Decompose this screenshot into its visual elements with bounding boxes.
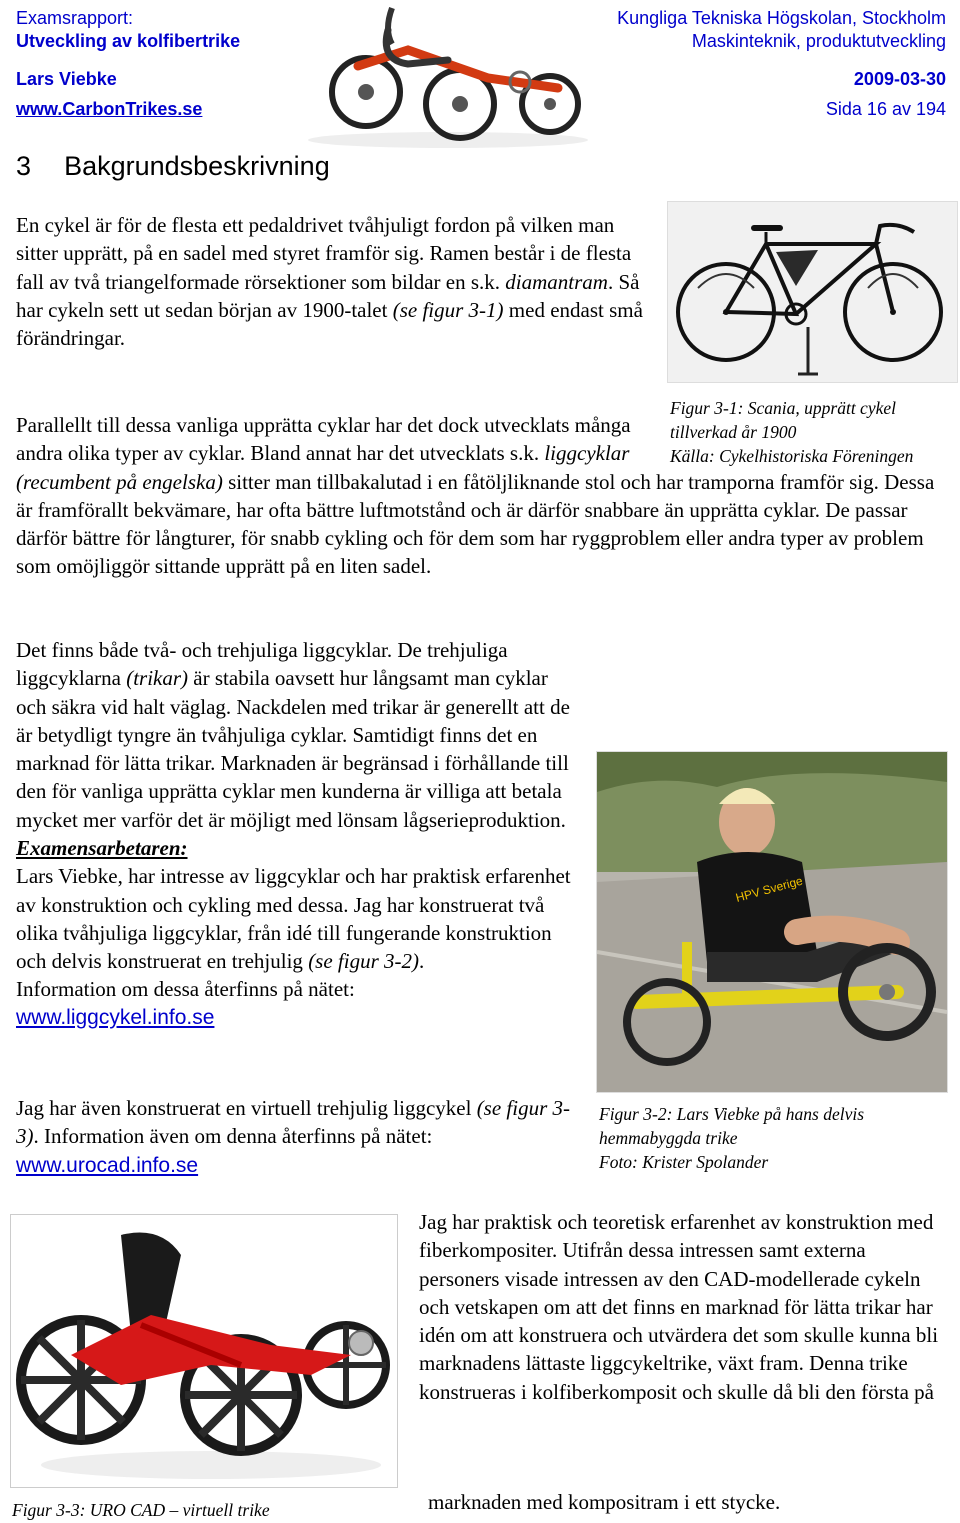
recumbent-paragraph [16, 411, 944, 581]
header-author: Lars Viebke [16, 69, 117, 89]
figure-3-1-caption-source: Källa: Cykelhistoriska Föreningen [670, 446, 914, 466]
header-date: 2009-03-30 [853, 69, 946, 89]
figure-3-1-caption-line1: Figur 3-1: Scania, upprätt cykel [670, 398, 896, 418]
author-on-trike-photo [597, 752, 947, 1092]
header-university: Kungliga Tekniska Högskolan, Stockholm [617, 8, 946, 28]
header-page-number: Sida 16 av 194 [825, 99, 946, 119]
liggcykel-link[interactable]: www.liggcykel.info.se [16, 1005, 215, 1029]
intro-text-3: med endast små förändringar. [16, 297, 643, 351]
header-department: Maskinteknik, produktutveckling [691, 31, 946, 51]
header-report-title: Utveckling av kolfibertrike [16, 31, 241, 51]
author-section [16, 834, 576, 1032]
virtual-text-1: Jag har även konstruerat en virtuell trehjulig liggcykel [16, 1096, 477, 1120]
figure-3-2-image [596, 751, 948, 1093]
section-title: Bakgrundsbeskrivning [64, 151, 330, 181]
intro-italic-term: diamantram [505, 269, 608, 294]
recumbent-text-1: Parallellt till dessa vanliga upprätta cyklar har det dock utvecklats många andra olika typer av cyklar. Bland annat har det utvecklats s.k. [16, 413, 631, 466]
figure-3-2-caption-credit: Foto: Krister Spolander [599, 1152, 769, 1172]
section-number: 3 [16, 151, 32, 181]
header-report-label: Examsrapport: [16, 8, 134, 28]
figure-3-3-image [10, 1214, 398, 1488]
intro-paragraph [16, 211, 656, 352]
figure-3-1-image [667, 201, 958, 383]
recumbent-italic-term: liggcyklar (recumbent på engelska) [16, 441, 630, 494]
author-section-heading: Examensarbetaren: [16, 836, 188, 860]
trike-text-1: Det finns både två- och trehjuliga liggcyklar. De trehjuliga liggcyklarna [16, 638, 508, 691]
author-bio-end: . [419, 949, 425, 974]
closing-paragraph: Jag har praktisk och teoretisk erfarenhet av konstruktion med fiberkompositer. Utifrån dessa intressen samt externa personers visade intressen av den CAD-modellerade cykeln och vetskapen om att det finns en marknad för lätta trikar har idén om att konstruera och utvärdera det som skulle kunna bli marknadens lättaste liggcykeltrike, växt fram. Denna trike konstrueras i kolfiberkomposit och skulle då bli den första på [419, 1210, 939, 1404]
recumbent-text-2: sitter man tillbakalutad i en fåtöljliknande stol och har tramporna framför sig. Dessa är framförallt bekvämare, har ofta bättre luftmotstånd och är därför snabbare än upprätta cyklar. De passar därför bättre för långturer, för snabb cykling och för dem som har ryggproblem eller andra typer av problem som omöjliggör sittande upprätt på en liten sadel. [16, 469, 935, 579]
trike-italic-term: (trikar) [126, 666, 189, 691]
author-bio-figure-ref: (se figur 3-2) [308, 949, 420, 974]
cad-trike-render [11, 1215, 397, 1487]
trike-text-2: är stabila oavsett hur långsamt man cyklar och säkra vid halt väglag. Nackdelen med trikar är generellt att de är betydligt tyngre än tvåhjuliga cyklar. Samtidigt finns det en marknad för lätta trikar. Marknaden är begränsad i förhållande till den för vanliga upprätta cyklar men kunderna är villiga att betala mycket mer varför det är möjligt med lönsam lågserieproduktion. [16, 666, 570, 832]
intro-text-2: . Så har cykeln sett ut sedan början av 1900-talet [16, 269, 640, 322]
author-bio [16, 862, 576, 975]
header-website-link[interactable]: www.CarbonTrikes.se [16, 99, 203, 119]
figure-3-3-caption: Figur 3-3: URO CAD – virtuell trike [12, 1500, 270, 1520]
figure-3-2-caption-line2: hemmabyggda trike [599, 1128, 738, 1148]
figure-3-1-caption-line2: tillverkad år 1900 [670, 422, 797, 442]
section-heading [16, 151, 330, 182]
author-bio-text: Lars Viebke, har intresse av liggcyklar och har praktisk erfarenhet av konstruktion och cykling med dessa. Jag har konstruerat två olika tvåhjuliga liggcyklar, från idé till fungerande konstruktion och delvis konstruerat en trehjulig [16, 864, 571, 974]
shirt-print: HPV Sverige [734, 873, 805, 905]
virtual-trike-paragraph [16, 1094, 576, 1180]
virtual-figure-ref: (se figur 3-3) [16, 1096, 571, 1149]
intro-text-1: En cykel är för de flesta ett pedaldrivet tvåhjuligt fordon på vilken man sitter upprätt, på en sadel med styret framför sig. Ramen består i de flesta fall av två triangelformade rörsektioner som bildar en s.k. [16, 213, 632, 294]
author-info-line: Information om dessa återfinns på nätet: [16, 977, 355, 1002]
upright-bicycle-illustration [668, 202, 957, 382]
virtual-text-2: . Information även om denna återfinns på nätet: [33, 1124, 433, 1149]
figure-3-2-caption-line1: Figur 3-2: Lars Viebke på hans delvis [599, 1104, 865, 1124]
intro-figure-ref: (se figur 3-1) [392, 297, 504, 322]
urocad-link[interactable]: www.urocad.info.se [16, 1153, 199, 1177]
header-trike-logo [288, 0, 600, 148]
closing-last-line: marknaden med kompositram i ett stycke. [428, 1490, 781, 1514]
